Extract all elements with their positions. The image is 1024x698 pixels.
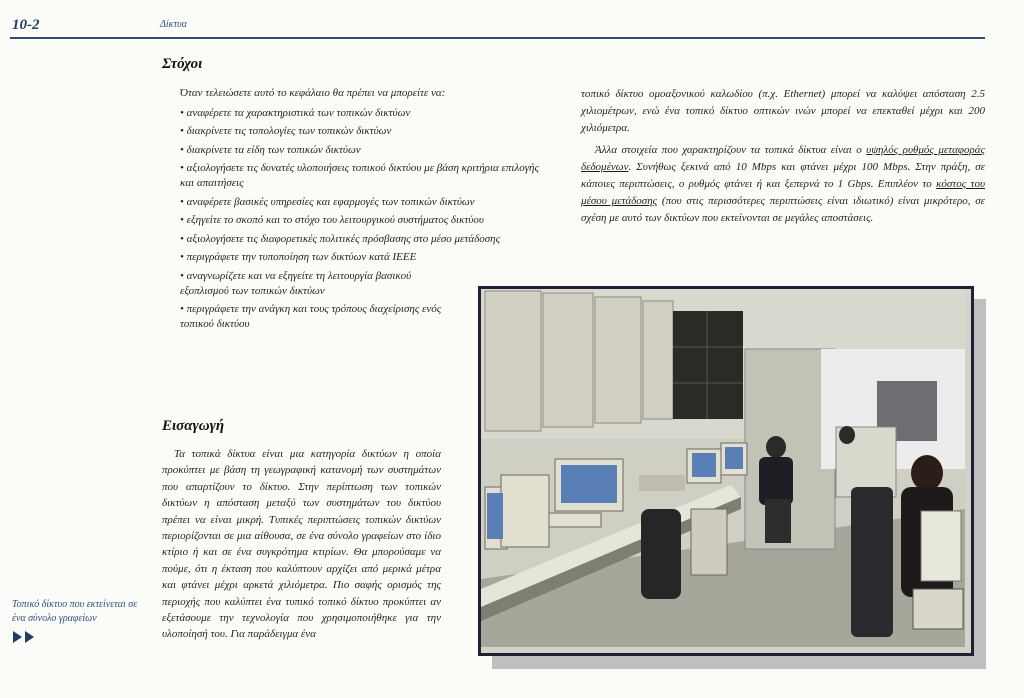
objective-item: • αναφέρετε βασικές υπηρεσίες και εφαρμογές των τοπικών δικτύων <box>180 195 552 210</box>
introduction-text: Τα τοπικά δίκτυα είναι μια κατηγορία δικτύων η οποία προκύπτει με βάση τη γεωγραφική κατανομή των συστημάτων που απαρτίζουν το δίκτυο. Στην περίπτωση των τοπικών δικτύων η απόσταση μεταξύ των συστημάτων του δικτύου πρέπει να είναι μικρή. Τυπικές περιπτώσεις τοπικών δικτύων περιορίζονται σε μια αίθουσα, σε ένα σύνολο γραφείων στο ίδιο κτίριο ή και σε ένα συγκρότημα κτιρίων. Θα μπορούσαμε να πούμε, ότι η έκταση που καλύπτουν αρχίζει από μερικά μέτρα και φτάνει μέχρι αρκετά χιλιόμετρα. Πιο σαφής ορισμός της περιοχής που καλύπτει ένα τυπικό τοπικό δίκτυο προκύπτει αν εξετάσουμε την τεχνολογία που χρησιμοποιήθηκε για την υλοποίησή του. Για παράδειγμα ένα <box>162 448 441 641</box>
right-paragraph-2 <box>581 142 985 228</box>
objective-item: • εξηγείτε το σκοπό και το στόχο του λειτουργικού συστήματος δικτύου <box>180 213 552 228</box>
right-column-text <box>581 86 985 232</box>
objective-item: • περιγράφετε την ανάγκη και τους τρόπους διαχείρισης ενός τοπικού δικτύου <box>180 302 442 331</box>
objective-item: • αναφέρετε τα χαρακτηριστικά των τοπικών δικτύων <box>180 106 552 121</box>
objective-item: • αξιολογήσετε τις διαφορετικές πολιτικές πρόσβασης στο μέσο μετάδοσης <box>180 232 552 247</box>
objective-item: • περιγράφετε την τυποποίηση των δικτύων κατά IEEE <box>180 250 552 265</box>
header-rule <box>10 37 985 39</box>
para2-text-b: . Συνήθως ξεκινά από 10 Mbps και φτάνει μέχρι 100 Mbps. Στην πράξη, σε κάποιες περιπτώσεις, ο ρυθμός φτάνει ή και ξεπερνά το 1 Gbps. Επιπλέον το <box>581 160 985 191</box>
underlined-term-medium-cost: κόστος του μέσου μετάδοσης <box>581 178 985 208</box>
running-head: Δίκτυα <box>160 19 187 30</box>
objectives-heading: Στόχοι <box>162 56 203 72</box>
para2-text-a: Άλλα στοιχεία που χαρακτηρίζουν τα τοπικά δίκτυα είναι ο <box>595 143 867 156</box>
office-lan-photo <box>478 286 974 656</box>
page-number: 10-2 <box>12 17 40 33</box>
objective-item: • αναγνωρίζετε και να εξηγείτε τη λειτουργία βασικού εξοπλισμού των τοπικών δικτύων <box>180 269 442 298</box>
para2-text-c: (που στις περισσότερες περιπτώσεις είναι ιδιωτικό) είναι μικρότερο, σε σχέση με αυτό των δικτύων που εκτείνονται σε μεγάλες αποστάσεις. <box>581 195 986 225</box>
introduction-heading: Εισαγωγή <box>162 418 225 434</box>
objectives-lead: Όταν τελειώσετε αυτό το κεφάλαιο θα πρέπει να μπορείτε να: <box>180 87 446 99</box>
objective-item: • διακρίνετε τα είδη των τοπικών δικτύων <box>180 143 552 158</box>
right-paragraph-1: τοπικό δίκτυο ομοαξονικού καλωδίου (π.χ. Ethernet) μπορεί να καλύψει απόσταση 2.5 χιλιομέτρων, ενώ ένα τοπικό δίκτυο οπτικών ινών μπορεί να επεκταθεί μέχρι και 200 χιλιόμετρα. <box>581 88 985 135</box>
objective-item: • διακρίνετε τις τοπολογίες των τοπικών δικτύων <box>180 124 552 139</box>
double-arrow-icon <box>13 631 34 643</box>
underlined-term-data-rate: υψηλός ρυθμός μεταφοράς δεδομένων <box>581 143 985 173</box>
margin-note: Τοπικό δίκτυο που εκτείνεται σε ένα σύνολο γραφείων <box>12 599 138 624</box>
objective-item: • αξιολογήσετε τις δυνατές υλοποιήσεις τοπικού δικτύου με βάση κριτήρια επιλογής και απαιτήσεις <box>180 161 552 190</box>
